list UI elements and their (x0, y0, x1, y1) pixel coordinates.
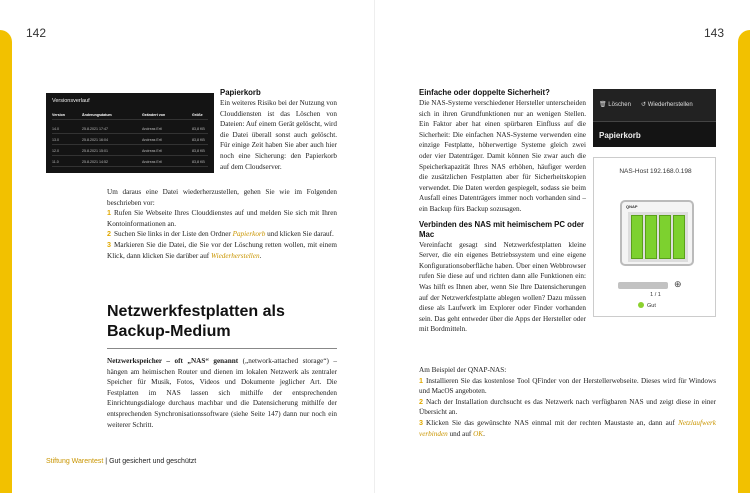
step-text: Markieren Sie die Datei, die Sie vor der Löschung retten wollen, mit einem Klick, dann klicken Sie darüber auf (107, 240, 337, 260)
step-3 (107, 240, 337, 261)
example-intro: Am Beispiel der QNAP-NAS: (419, 366, 507, 374)
vh-cell: Andreas Ertl (142, 160, 162, 164)
vh-cell: 83,8 KB (192, 160, 205, 164)
drive-bay (659, 215, 671, 259)
zoom-icon[interactable]: ⊕ (674, 279, 682, 289)
chapter-title: Netzwerkfestplatten als Backup-Medium (107, 303, 285, 340)
drive-bay (631, 215, 643, 259)
vh-cell: Andreas Ertl (142, 149, 162, 153)
status-dot-icon (638, 302, 644, 308)
restore-link: Wiederherstellen (210, 251, 260, 260)
map-drive-link: Netzlaufwerk verbinden (419, 418, 716, 438)
step-text: und auf (447, 429, 474, 438)
vh-cell: 83,8 KB (192, 138, 205, 142)
vh-header-version: Version (52, 113, 65, 117)
vh-cell: Andreas Ertl (142, 138, 162, 142)
restore-section (107, 187, 337, 261)
footer-separator: | (105, 458, 108, 465)
qnap-logo: QNAP (626, 204, 638, 209)
footer-brand: Stiftung Warentest (46, 458, 104, 465)
nas-device-image[interactable] (620, 200, 694, 266)
step-number: 1 (107, 208, 111, 218)
vh-cell: 25.8.2021 14:52 (82, 160, 108, 164)
drive-bay (645, 215, 657, 259)
version-history-title: Versionsverlauf (52, 98, 90, 104)
table-row[interactable] (52, 147, 208, 156)
security-paragraph: Die NAS-Systeme verschiedener Hersteller unterscheiden sich in ihren Grundfunktionen nur an wenigen Stellen. Ein Faktor aber hat einen spürbaren Einfluss auf die Sicherheit: Die einfachen NAS-Systeme verwenden eine einzige Festplatte, höherwertige Systeme gleich zwei oder vier Datenträger. Damit können Sie zwar auch die Speicherkapazität Ihres NAS erhöhen, häufiger werden die zusätzlichen Festplatten aber für Sicherheitskopien verwendet. Die Daten werden gespiegelt, sodass sie beim Ausfall eines Datenträgers immer noch vorhanden sind – ein Backup fürs Backup sozusagen. (419, 99, 586, 213)
version-history-screenshot (46, 93, 214, 173)
table-row[interactable] (52, 158, 208, 167)
trash-screenshot (593, 89, 716, 147)
qnap-steps (419, 365, 716, 439)
vh-cell: 13.0 (52, 138, 59, 142)
delete-label: Löschen (608, 102, 631, 108)
version-history-header-row (52, 111, 208, 120)
vh-cell: 25.8.2021 16:04 (82, 138, 108, 142)
drive-bay (673, 215, 685, 259)
connect-paragraph: Vereinfacht gesagt sind Netzwerkfestplatten kleine Server, die ein eigenes Betriebssystem und eine eigene Konfigurationsoberfläche haben. Über einen Webbrowser rufen Sie diese auf und richten dann alle Funktionen ein: Was hilft es Ihnen aber, wenn Sie Ihre Datensicherungen auf der Netzwerkfestplatte ablegen wollen? Dazu müssen diese als Laufwerk im Explorer oder Finder vorhanden sein. Das geht entweder über die Apps der Hersteller oder mit Bordmitteln. (419, 240, 586, 334)
trash-icon: 🗑 (599, 102, 607, 108)
chapter-tab-left (0, 30, 12, 493)
vh-cell: 12.0 (52, 149, 59, 153)
step-number: 2 (107, 229, 111, 239)
vh-cell: 11.0 (52, 160, 59, 164)
step-2 (419, 397, 716, 418)
papierkorb-heading: Papierkorb (220, 88, 261, 97)
step-number: 2 (419, 396, 423, 406)
nas-intro-rest: („network-attached storage“) – hängen am heimischen Router und dienen im lokalen Netzwerk als zentraler Speicher für Musik, Fotos, Videos und Dokumente jeglicher Art. Die Festplatten im NAS lassen sich mithilfe der entsprechenden Einrichtungsdialoge durchaus machbar und die Datensicherung mithilfe der entsprechenden Synchronisationssoftware (siehe Seite 147) dann nur noch ein weiterer Schritt. (107, 357, 338, 429)
step-text: Suchen Sie links in der Liste den Ordner (114, 230, 233, 239)
qfinder-screenshot (593, 157, 716, 317)
vh-cell: 83,8 KB (192, 127, 205, 131)
right-text-column (419, 88, 586, 335)
chapter-divider (107, 348, 337, 349)
papierkorb-link: Papierkorb (232, 230, 266, 239)
restore-icon: ↺ (641, 102, 647, 108)
vh-header-author: Geändert von (142, 113, 166, 117)
table-row[interactable] (52, 125, 208, 134)
vh-cell: 25.8.2021 17:47 (82, 127, 108, 131)
nas-host-label: NAS-Host 192.168.0.198 (619, 168, 692, 175)
step-1 (419, 376, 716, 397)
vh-header-date: Änderungsdatum (82, 113, 112, 117)
vh-cell: Andreas Ertl (142, 127, 162, 131)
right-page (375, 0, 750, 493)
chapter-tab-right (738, 30, 750, 493)
footer-title: Gut gesichert und geschützt (109, 458, 197, 465)
nas-status (638, 302, 656, 309)
delete-button[interactable] (599, 101, 631, 108)
nas-count: 1 / 1 (650, 292, 661, 298)
trash-toolbar (593, 89, 716, 122)
step-3 (419, 418, 716, 439)
step-number: 1 (419, 375, 423, 385)
restore-intro: Um daraus eine Datei wiederherzustellen, gehen Sie wie im Folgenden beschrieben vor: (107, 188, 337, 207)
status-label: Gut (647, 303, 656, 309)
step-text: . (259, 251, 262, 260)
vh-header-size: Größe (192, 113, 203, 117)
step-text: Installieren Sie das kostenlose Tool QFinder von der Herstellerwebseite. Dieses wird für Windows und MacOS angeboten. (419, 376, 716, 396)
connect-heading: Verbinden des NAS mit heimischem PC oder Mac (419, 219, 585, 239)
nas-intro-bold: Netzwerkspeicher – oft „NAS“ genannt (107, 357, 239, 365)
page-number-left: 142 (26, 26, 47, 40)
footer (46, 458, 196, 465)
ok-link: OK (473, 429, 484, 438)
blurred-device-name (618, 282, 668, 289)
papierkorb-text: Ein weiteres Risiko bei der Nutzung von Clouddiensten ist das Löschen von Dateien: Auf einem Gerät gelöscht, wird die Datei überall sonst auch gelöscht. Für einige Zeit haben Sie aber auch hier noch eine Sicherung: den Papierkorb auf dem Cloudserver. (220, 99, 337, 171)
security-heading: Einfache oder doppelte Sicherheit? (419, 88, 550, 97)
step-text: . (483, 429, 485, 438)
step-number: 3 (107, 239, 111, 249)
vh-cell: 83,8 KB (192, 149, 205, 153)
vh-cell: 25.8.2021 15:01 (82, 149, 108, 153)
step-text: und klicken Sie darauf. (265, 230, 334, 239)
nas-drive-bays (628, 212, 688, 262)
vh-cell: 14.0 (52, 127, 59, 131)
papierkorb-sidebar (220, 88, 337, 172)
step-text: Klicken Sie das gewünschte NAS einmal mit der rechten Maustaste an, dann auf (426, 418, 679, 427)
step-2 (107, 229, 337, 240)
step-number: 3 (419, 417, 423, 427)
nas-intro (107, 356, 337, 430)
restore-button[interactable] (641, 101, 693, 108)
step-text: Rufen Sie Webseite Ihres Clouddienstes auf und melden Sie sich mit Ihren Kontoinformationen an. (107, 209, 337, 228)
step-text: Nach der Installation durchsucht es das Netzwerk nach verfügbaren NAS und zeigt diese in einer Übersicht an. (419, 397, 716, 417)
step-1 (107, 208, 337, 229)
page-number-right: 143 (703, 26, 724, 40)
table-row[interactable] (52, 136, 208, 145)
trash-title: Papierkorb (599, 131, 641, 140)
nas-intro-paragraph (107, 356, 337, 430)
restore-label: Wiederherstellen (647, 102, 693, 108)
